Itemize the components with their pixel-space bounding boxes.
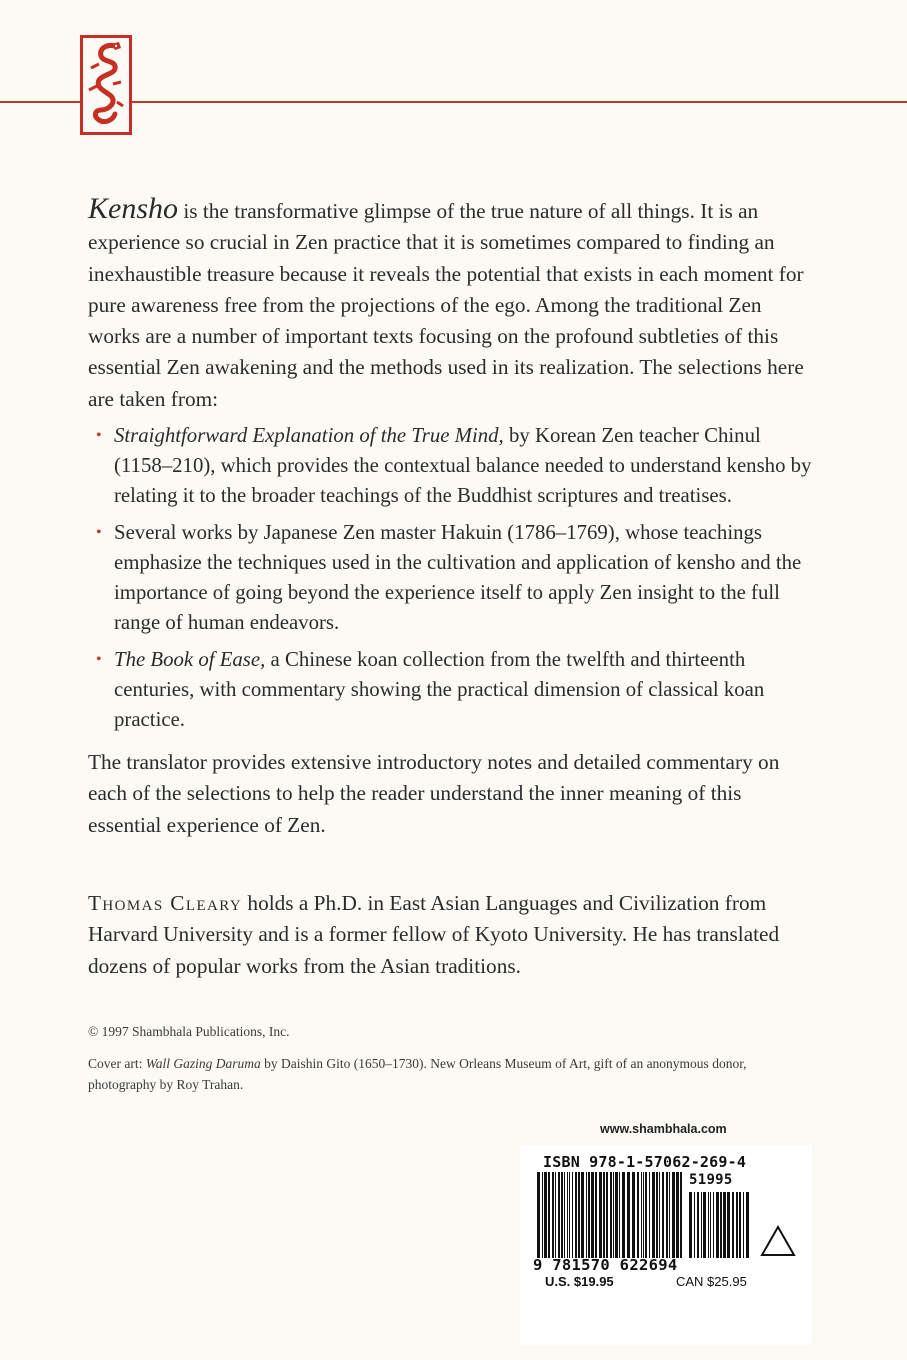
triangle-icon (760, 1225, 796, 1257)
barcode-bar (723, 1192, 726, 1258)
cover-art-credit (88, 1053, 788, 1095)
barcode-bar (542, 1172, 543, 1258)
kensho-word: Kensho (88, 192, 178, 225)
barcode-bar (599, 1172, 602, 1258)
us-price: U.S. $19.95 (545, 1274, 614, 1289)
isbn-label: ISBN 978-1-57062-269-4 (543, 1153, 747, 1171)
barcode-bar (739, 1192, 741, 1258)
can-price: CAN $25.95 (676, 1274, 747, 1289)
barcode-bar (666, 1172, 668, 1258)
barcode-bar (622, 1172, 625, 1258)
barcode-bar (619, 1172, 620, 1258)
work-description: by Korean Zen teacher Chinul (1158–210), which provides the contextual balance needed to understand kensho by relating it to the broader teachings of the Buddhist scriptures and treatises. (114, 424, 812, 508)
website-link[interactable]: www.shambhala.com (600, 1122, 727, 1136)
bullet-icon: • (96, 650, 102, 668)
barcode-bar (689, 1192, 692, 1258)
barcode-bar (727, 1192, 730, 1258)
barcode-bar (652, 1172, 655, 1258)
list-item (88, 645, 813, 736)
bullet-icon: • (96, 523, 102, 541)
barcode-bar (572, 1172, 573, 1258)
barcode-bar (732, 1192, 734, 1258)
barcode-bar (606, 1172, 608, 1258)
selection-list (88, 421, 813, 735)
barcode-bar (710, 1192, 711, 1258)
work-title: Straightforward Explanation of the True Mind, (114, 424, 504, 448)
barcode-bar (659, 1172, 660, 1258)
barcode-bar (615, 1172, 618, 1258)
barcode-bar (537, 1172, 540, 1258)
barcode-bar (586, 1172, 587, 1258)
barcode-bar (720, 1192, 722, 1258)
barcode-bar (703, 1192, 706, 1258)
list-item (88, 421, 813, 512)
list-item (88, 518, 813, 639)
barcode-bar (708, 1192, 709, 1258)
barcode-bar (613, 1172, 614, 1258)
barcode-bar (676, 1172, 679, 1258)
barcode-bar (555, 1172, 556, 1258)
barcode-bar (736, 1192, 738, 1258)
intro-paragraph (88, 193, 813, 415)
barcode-bar (544, 1172, 547, 1258)
barcode-bar (581, 1172, 584, 1258)
barcode-bar (645, 1172, 647, 1258)
author-name: Thomas Cleary (88, 891, 243, 915)
bio-text: holds a Ph.D. in East Asian Languages and Civilization from Harvard University and is a former fellow of Kyoto University. He has translated dozens of popular works from the Asian traditions. (88, 891, 780, 978)
barcode-bar (694, 1192, 695, 1258)
cover-art-label: Cover art: (88, 1056, 146, 1071)
barcode-bar (569, 1172, 570, 1258)
barcode-bar (627, 1172, 630, 1258)
description (88, 193, 813, 841)
header-rule (0, 101, 907, 103)
barcode-bar (575, 1172, 577, 1258)
author-bio (88, 888, 813, 982)
barcode-bar (669, 1172, 670, 1258)
barcode-bar (649, 1172, 650, 1258)
barcode-bar (716, 1192, 719, 1258)
barcode-bar (641, 1172, 642, 1258)
cover-art-title: Wall Gazing Daruma (145, 1056, 261, 1071)
barcode-bar (713, 1192, 714, 1258)
barcode-bar (603, 1172, 605, 1258)
barcode-bar (610, 1172, 612, 1258)
barcode-bar (680, 1172, 682, 1258)
barcode-bar (643, 1172, 644, 1258)
work-description: a Chinese koan collection from the twelfth and thirteenth centuries, with commentary showing the practical dimension of classical koan practice. (114, 647, 765, 731)
barcode-bar (662, 1172, 664, 1258)
work-description: Several works by Japanese Zen master Hakuin (1786–1769), whose teachings emphasize the techniques used in the cultivation and application of kensho and the importance of going beyond the experience itself to apply Zen insight to the full range of human endeavors. (114, 520, 802, 635)
ean-barcode (537, 1172, 685, 1258)
barcode-bar (743, 1192, 744, 1258)
barcode-bar (567, 1172, 568, 1258)
bullet-icon: • (96, 427, 102, 445)
copyright-notice: © 1997 Shambhala Publications, Inc. (88, 1024, 290, 1039)
barcode-bar (564, 1172, 565, 1258)
barcode-bar (632, 1172, 635, 1258)
barcode-bar (637, 1172, 639, 1258)
barcode-bar (558, 1172, 560, 1258)
barcode-bar (588, 1172, 590, 1258)
barcode-bar (578, 1172, 580, 1258)
barcode-bar (552, 1172, 554, 1258)
barcode-bar (591, 1172, 594, 1258)
barcode-bar (672, 1172, 675, 1258)
price-addon-number: 51995 (689, 1172, 733, 1188)
cover-art-details: by Daishin Gito (1650–1730). New Orleans Museum of Art, gift of an anonymous donor, photography by Roy Trahan. (88, 1056, 747, 1092)
addon-barcode (689, 1192, 751, 1258)
work-title: The Book of Ease, (114, 647, 266, 671)
barcode-bar (701, 1192, 702, 1258)
barcode-bar (746, 1192, 749, 1258)
barcode-bar (697, 1192, 699, 1258)
barcode-bar (561, 1172, 563, 1258)
barcode-bar (548, 1172, 550, 1258)
barcode-digits: 9 781570 622694 (533, 1256, 678, 1274)
barcode-bar (595, 1172, 597, 1258)
barcode-bar (656, 1172, 658, 1258)
closing-paragraph: The translator provides extensive introductory notes and detailed commentary on each of the selections to help the reader understand the inner meaning of this essential experience of Zen. (88, 750, 780, 837)
intro-text: is the transformative glimpse of the true nature of all things. It is an experience so crucial in Zen practice that it is sometimes compared to finding an inexhaustible treasure because it reveals the potential that exists in each moment for pure awareness free from the projections of the ego. Among the traditional Zen works are a number of important texts focusing on the profound subtleties of this essential Zen awakening and the methods used in its realization. The selections here are taken from: (88, 199, 804, 411)
dragon-seal-icon (80, 35, 132, 135)
